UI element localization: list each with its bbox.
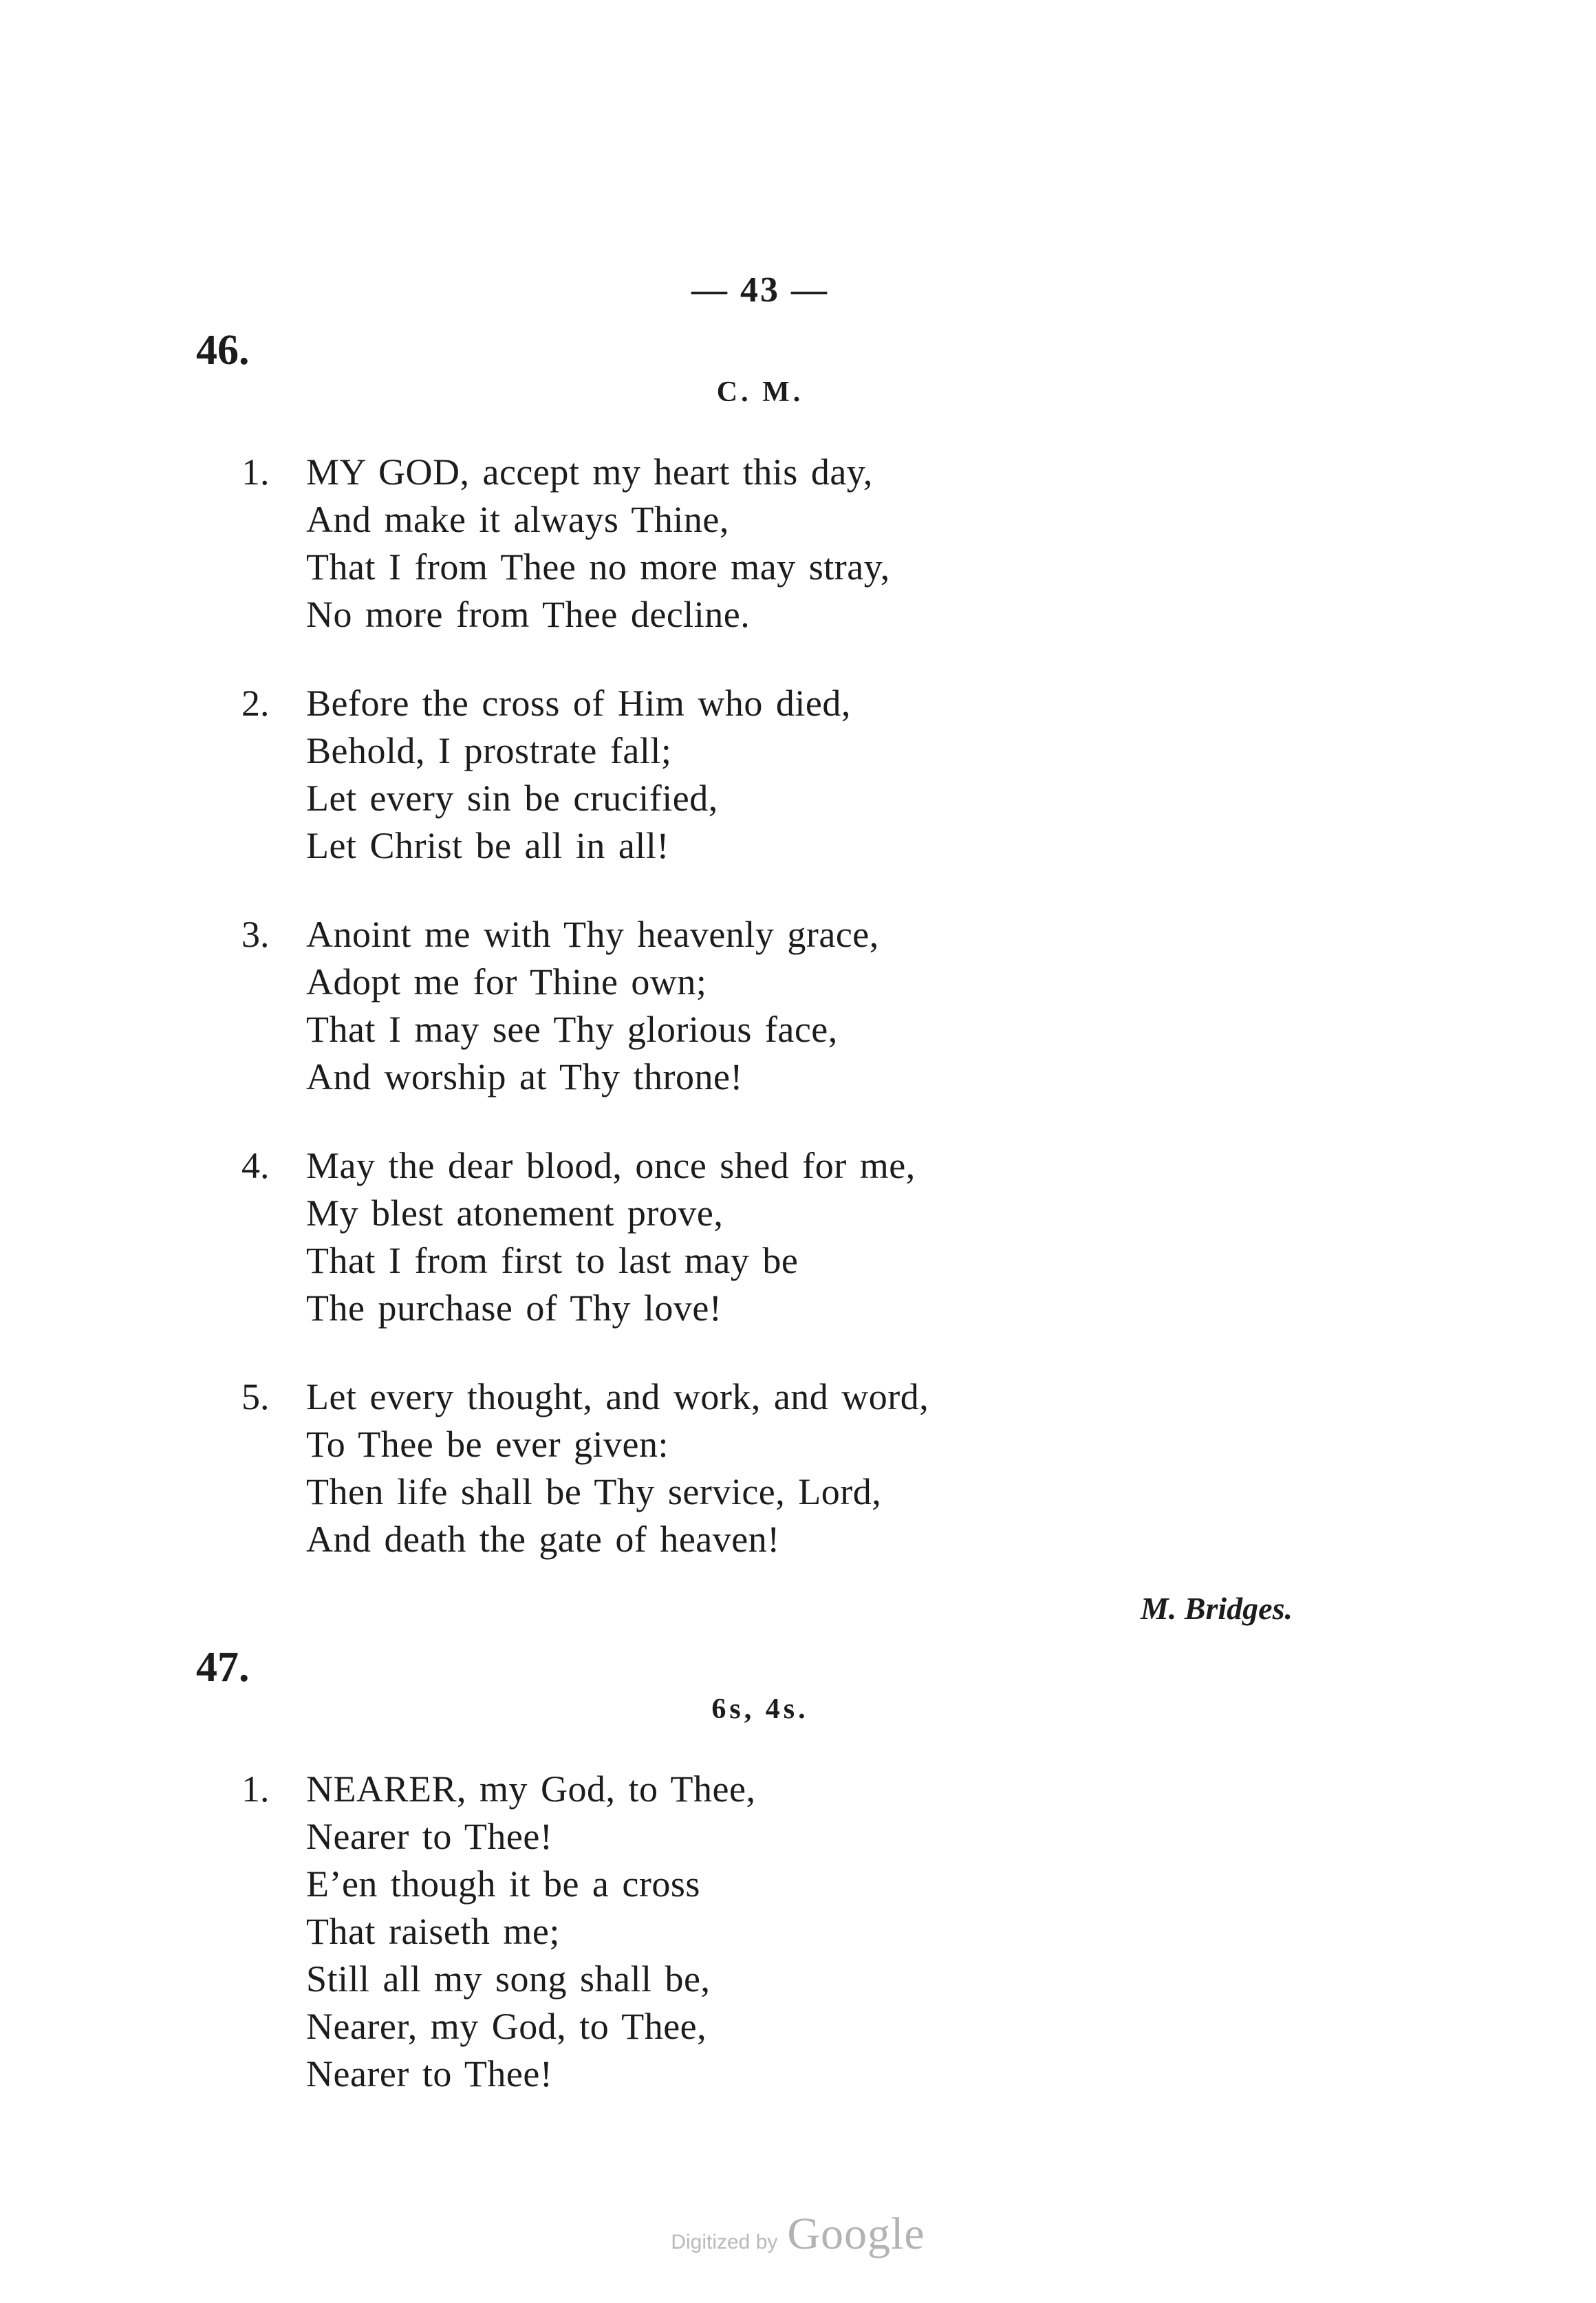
watermark [671, 2208, 925, 2260]
stanza [196, 1142, 1324, 1332]
stanza-list [196, 449, 1324, 1563]
verse-line: That raiseth me; [306, 1911, 560, 1952]
stanza-list [196, 1766, 1324, 2098]
stanza [196, 1766, 1324, 2098]
verse-line: That I from first to last may be [306, 1240, 799, 1281]
verse-line: That I from Thee no more may stray, [306, 546, 890, 588]
stanza [196, 449, 1324, 639]
hymn-number: 47. [196, 1644, 250, 1691]
verse-line: Nearer, my God, to Thee, [306, 2006, 707, 2047]
verse-lines [306, 449, 1324, 639]
stanza [196, 1373, 1324, 1563]
verse-line: Let Christ be all in all! [306, 825, 669, 866]
verse-line: Nearer to Thee! [306, 2053, 553, 2095]
page-number: — 43 — [691, 270, 829, 310]
verse-line: Let every thought, and work, and word, [306, 1376, 929, 1417]
google-logo: Google [787, 2209, 925, 2259]
hymn-number: 46. [196, 327, 250, 374]
attribution: M. Bridges. [1140, 1591, 1293, 1626]
verse-line: The purchase of Thy love! [306, 1287, 722, 1329]
verse-line: E’en though it be a cross [306, 1863, 700, 1905]
verse-number: 3. [241, 914, 270, 955]
verse-lines [306, 1766, 1324, 2098]
verse-number: 2. [241, 683, 270, 724]
verse-line: That I may see Thy glorious face, [306, 1009, 838, 1050]
hymn-meter: 6s, 4s. [711, 1693, 809, 1725]
verse-line: Behold, I prostrate fall; [306, 730, 672, 771]
digitized-by-text: Digitized by [671, 2231, 778, 2253]
hymn-47 [196, 1645, 1324, 2098]
verse-line: Let every sin be crucified, [306, 778, 718, 819]
verse-line: And worship at Thy throne! [306, 1056, 743, 1097]
verse-number: 1. [241, 1768, 270, 1810]
verse-line: And death the gate of heaven! [306, 1519, 780, 1560]
verse-line: NEARER, my God, to Thee, [306, 1768, 756, 1810]
hymn-46 [196, 328, 1324, 1628]
page-content [196, 270, 1324, 2139]
verse-line: Before the cross of Him who died, [306, 683, 851, 724]
verse-line: Nearer to Thee! [306, 1816, 553, 1857]
verse-lines [306, 911, 1324, 1101]
verse-number: 1. [241, 451, 270, 493]
verse-line: Anoint me with Thy heavenly grace, [306, 914, 879, 955]
verse-number: 4. [241, 1145, 270, 1186]
verse-line: MY GOD, accept my heart this day, [306, 451, 873, 493]
verse-line: Then life shall be Thy service, Lord, [306, 1471, 882, 1512]
verse-lines [306, 680, 1324, 870]
verse-line: Adopt me for Thine own; [306, 961, 707, 1003]
verse-lines [306, 1142, 1324, 1332]
hymn-meter: C. M. [716, 376, 804, 408]
verse-line: Still all my song shall be, [306, 1958, 711, 2000]
verse-number: 5. [241, 1376, 270, 1417]
stanza [196, 680, 1324, 870]
verse-lines [306, 1373, 1324, 1563]
verse-line: And make it always Thine, [306, 499, 729, 540]
verse-line: May the dear blood, once shed for me, [306, 1145, 916, 1186]
verse-line: No more from Thee decline. [306, 594, 751, 635]
verse-line: My blest atonement prove, [306, 1192, 724, 1234]
verse-line: To Thee be ever given: [306, 1424, 669, 1465]
stanza [196, 911, 1324, 1101]
